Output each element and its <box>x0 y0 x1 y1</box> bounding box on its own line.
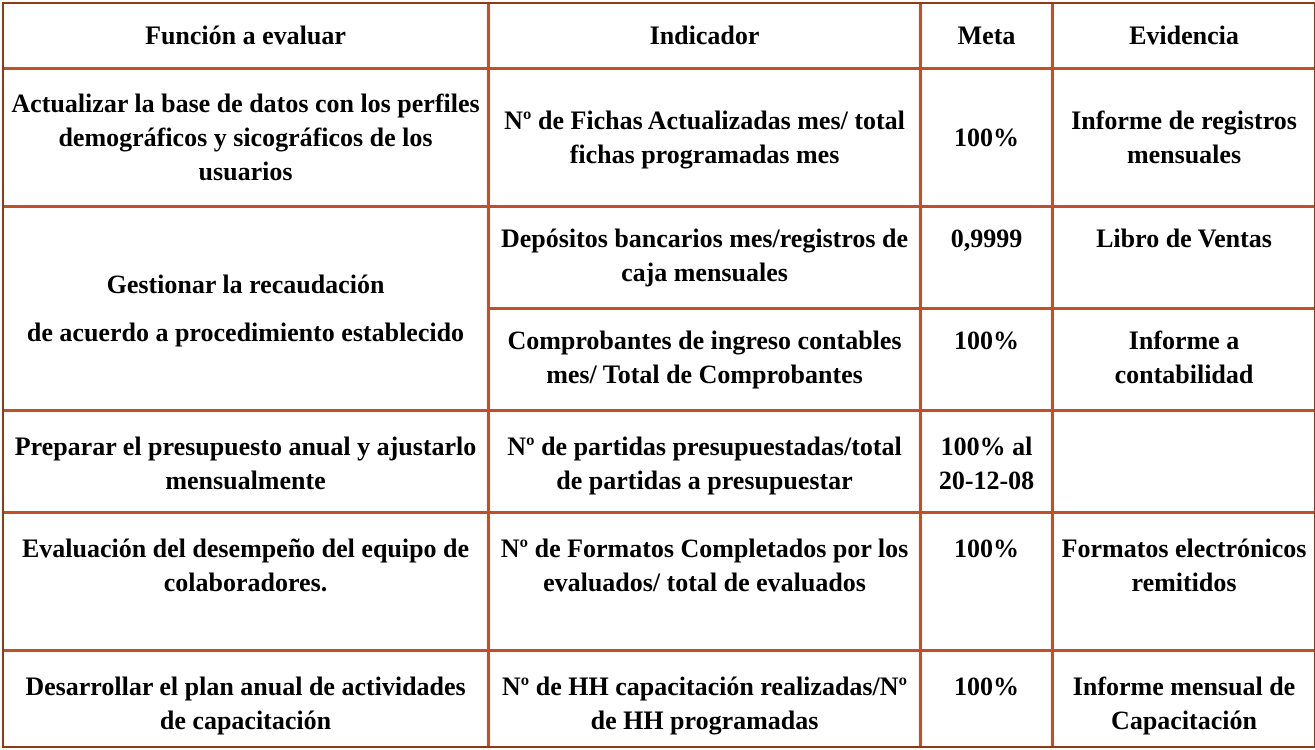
cell-evidencia: Informe mensual de Capacitación <box>1072 672 1296 735</box>
cell-meta: 100% <box>922 310 1054 412</box>
cell-evidencia: Libro de Ventas <box>1054 208 1314 310</box>
cell-meta: 0,9999 <box>922 208 1054 310</box>
cell-funcion: Preparar el presupuesto anual y ajustarlo mensualmente <box>4 412 490 514</box>
cell-funcion: Evaluación del desempeño del equipo de colaboradores. <box>4 514 490 652</box>
header-meta: Meta <box>922 4 1054 70</box>
table-row <box>4 652 1314 746</box>
cell-meta: 100% al 20-12-08 <box>922 412 1054 514</box>
header-funcion: Función a evaluar <box>4 4 490 70</box>
cell-indicador: Nº de Fichas Actualizadas mes/ total fichas programadas mes <box>490 70 922 208</box>
cell-evidencia <box>1054 412 1314 514</box>
table-row <box>4 70 1314 208</box>
cell-meta: 100% <box>922 652 1054 746</box>
table-row <box>4 208 1314 310</box>
evaluation-table <box>2 2 1315 748</box>
cell-meta: 100% <box>922 70 1054 208</box>
cell-evidencia: Formatos electrónicos remitidos <box>1054 514 1314 652</box>
cell-indicador: Depósitos bancarios mes/registros de caja mensuales <box>490 208 922 310</box>
cell-evidencia: Informe de registros mensuales <box>1054 70 1314 208</box>
cell-indicador: Nº de HH capacitación realizadas/Nº de HH programadas <box>490 652 922 746</box>
table-row <box>4 514 1314 652</box>
cell-funcion-line2: de acuerdo a procedimiento establecido <box>26 317 465 347</box>
cell-funcion-line1: Gestionar la recaudación <box>106 269 385 299</box>
header-evidencia: Evidencia <box>1054 4 1314 70</box>
cell-funcion: Actualizar la base de datos con los perfiles demográficos y sicográficos de los usuarios <box>4 70 490 208</box>
cell-indicador: Nº de Formatos Completados por los evaluados/ total de evaluados <box>490 514 922 652</box>
cell-indicador: Nº de partidas presupuestadas/total de partidas a presupuestar <box>490 412 922 514</box>
cell-indicador: Comprobantes de ingreso contables mes/ Total de Comprobantes <box>490 310 922 412</box>
header-indicador: Indicador <box>490 4 922 70</box>
table-row <box>4 412 1314 514</box>
cell-funcion: Desarrollar el plan anual de actividades de capacitación <box>4 652 490 746</box>
cell-evidencia: Informe a contabilidad <box>1054 310 1314 412</box>
cell-funcion <box>4 208 490 412</box>
header-row <box>4 4 1314 70</box>
cell-meta: 100% <box>922 514 1054 652</box>
